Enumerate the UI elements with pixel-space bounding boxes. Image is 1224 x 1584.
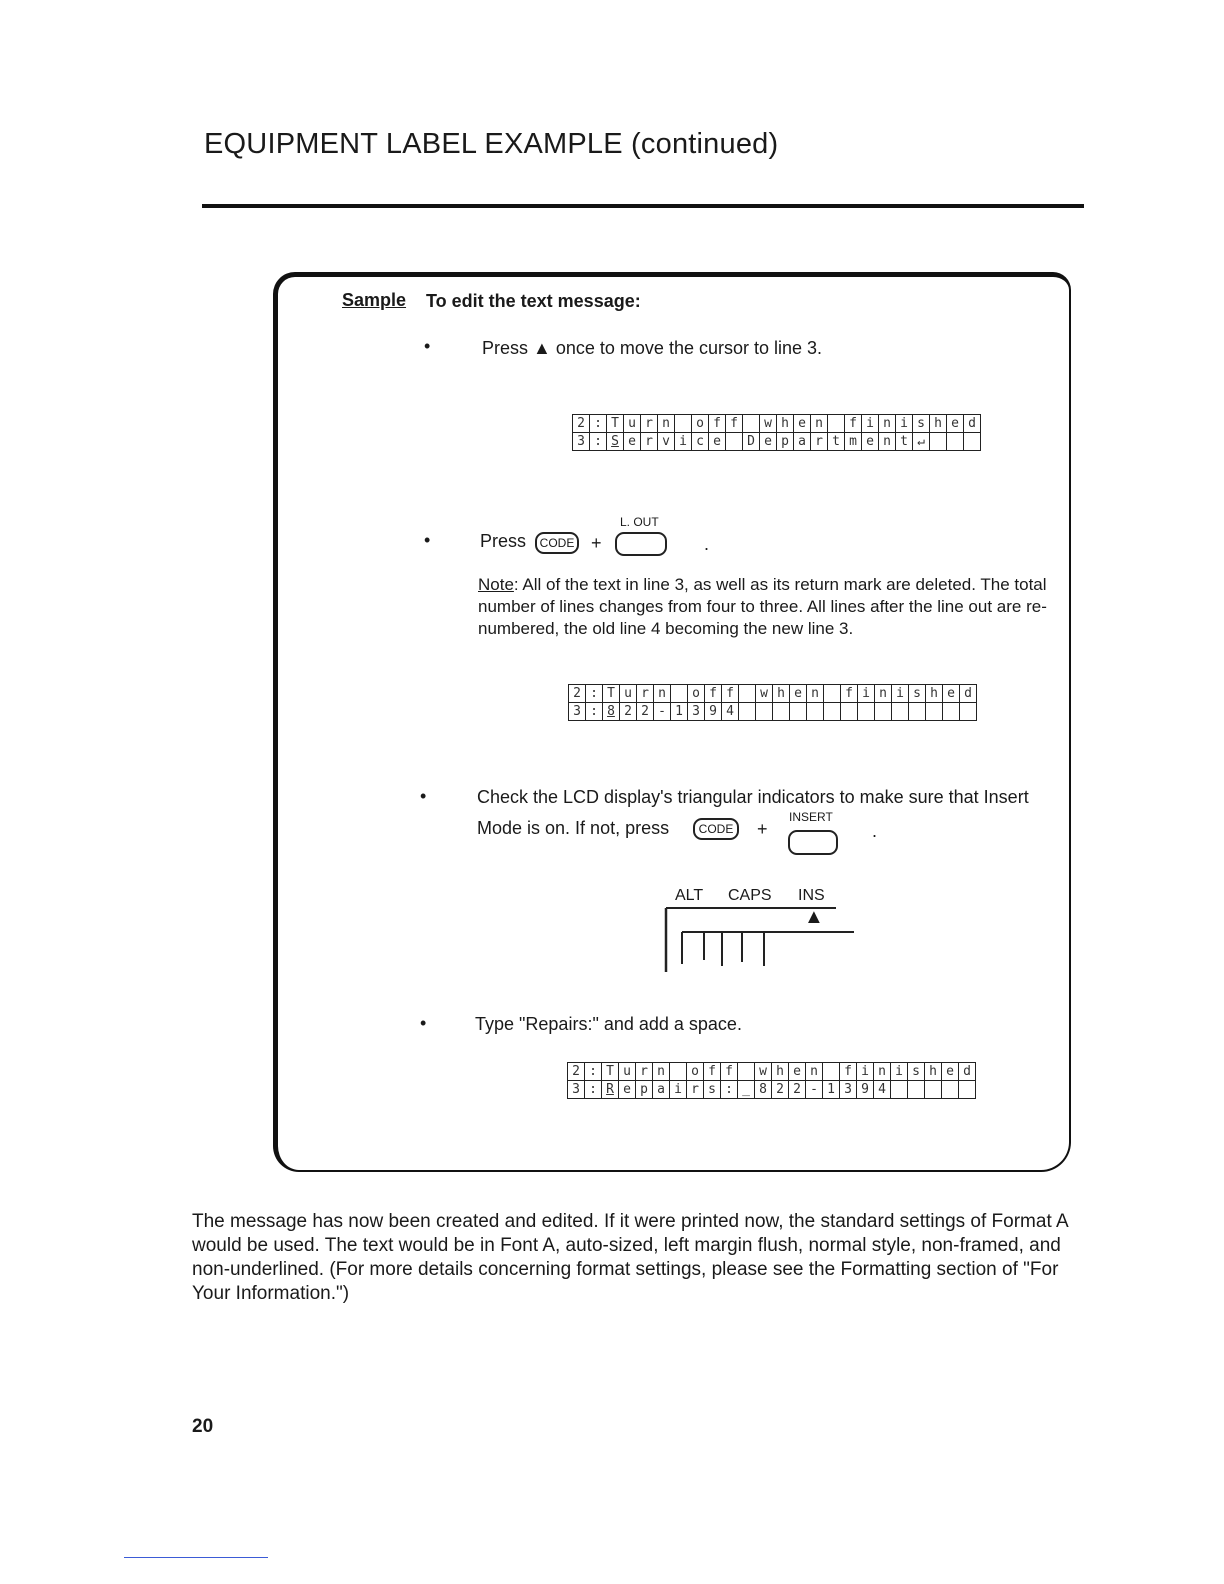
lcd-cell: : [585, 1063, 602, 1081]
lcd-cell: 3 [840, 1081, 857, 1099]
lcd-cell: h [926, 685, 943, 703]
lcd-cell: e [619, 1081, 636, 1099]
lcd-cell: 4 [874, 1081, 891, 1099]
bullet: • [420, 1013, 427, 1033]
lcd-cell: t [828, 433, 845, 451]
bullet: • [424, 336, 431, 356]
lcd-cell: d [964, 415, 981, 433]
lcd-cell [947, 433, 964, 451]
lcd-cell: n [807, 685, 824, 703]
lcd-cell: 9 [857, 1081, 874, 1099]
insert-key-label: INSERT [789, 810, 833, 824]
lcd-cell: T [602, 1063, 619, 1081]
lcd-cell: T [603, 685, 620, 703]
lcd-cell: : [585, 1081, 602, 1099]
lcd-cell: e [947, 415, 964, 433]
lcd-cell [909, 703, 926, 721]
lcd-cell: 3 [573, 433, 590, 451]
lcd-display-2 [568, 684, 977, 721]
ins-marker-icon: ▲ [804, 906, 824, 928]
lcd-cell: n [653, 1063, 670, 1081]
lcd-cell: c [692, 433, 709, 451]
plus-sign: + [757, 819, 768, 839]
lcd-cell [807, 703, 824, 721]
lcd-cell: i [892, 685, 909, 703]
page-number: 20 [192, 1416, 214, 1437]
lcd-cell: h [773, 685, 790, 703]
lcd-cell: r [636, 1063, 653, 1081]
lcd-cell: r [641, 433, 658, 451]
lcd-cell: n [875, 685, 892, 703]
period: . [704, 534, 710, 554]
lcd-cell: R [602, 1081, 619, 1099]
lcd-cell [925, 1081, 942, 1099]
lcd-cell: s [908, 1063, 925, 1081]
lcd-cell: h [925, 1063, 942, 1081]
insert-key-icon [788, 830, 838, 855]
lcd-cell [891, 1081, 908, 1099]
step1-before: Press [482, 338, 529, 358]
lcd-cell: S [607, 433, 624, 451]
lcd-cell: n [806, 1063, 823, 1081]
lcd-cell: i [891, 1063, 908, 1081]
lcd-cell [942, 1081, 959, 1099]
lcd-cell: o [687, 1063, 704, 1081]
lcd-cell: a [794, 433, 811, 451]
lcd-cell: v [658, 433, 675, 451]
lcd-display-1 [572, 414, 981, 451]
bullet: • [420, 786, 427, 806]
step1-after: once to move the cursor to line 3. [555, 338, 823, 358]
lcd-cell [756, 703, 773, 721]
lcd-cell: : [586, 685, 603, 703]
step3-line1: Check the LCD display's triangular indicators to make sure that Insert [477, 787, 1029, 807]
lcd-row [568, 1063, 976, 1081]
lcd-cell [964, 433, 981, 451]
lcd-row [573, 433, 981, 451]
lcd-cell [823, 1063, 840, 1081]
lcd-cell: w [760, 415, 777, 433]
lcd-cell [726, 433, 743, 451]
lcd-cell: T [607, 415, 624, 433]
lcd-cell [670, 1063, 687, 1081]
lcd-cell: 8 [755, 1081, 772, 1099]
lcd-cell [828, 415, 845, 433]
note-paragraph [478, 574, 1048, 640]
period: . [872, 821, 878, 841]
lcd-cell: n [879, 433, 896, 451]
title-rule [202, 204, 1084, 208]
lcd-cell [959, 1081, 976, 1099]
lcd-cell: i [675, 433, 692, 451]
lcd-cell: w [755, 1063, 772, 1081]
lcd-cell: p [636, 1081, 653, 1099]
step2-press: Press [480, 531, 527, 551]
lcd-cell: u [619, 1063, 636, 1081]
lcd-cell: i [670, 1081, 687, 1099]
lcd-cell: 2 [789, 1081, 806, 1099]
lcd-cell: h [772, 1063, 789, 1081]
sample-heading: To edit the text message: [426, 291, 641, 311]
lcd-row [569, 685, 977, 703]
lcd-cell: e [862, 433, 879, 451]
lcd-cell: i [857, 1063, 874, 1081]
lcd-cell: 9 [705, 703, 722, 721]
lcd-cell: 3 [688, 703, 705, 721]
code-key-icon: CODE [693, 818, 739, 840]
lcd-cell: 2 [568, 1063, 585, 1081]
lcd-cell: f [721, 1063, 738, 1081]
indicator-alt: ALT [675, 887, 704, 904]
lcd-cell: s [704, 1081, 721, 1099]
indicator-ins: INS [798, 887, 825, 904]
summary-paragraph: The message has now been created and edited. If it were printed now, the standard settings of Format A would be used. The text would be in Font A, auto-sized, left margin flush, normal style, non-framed, and non-underlined. (For more details concerning format settings, please see the Formatting section of "For Your Information.") [192, 1211, 1068, 1304]
lcd-cell [908, 1081, 925, 1099]
lcd-cell [841, 703, 858, 721]
lcd-cell: h [930, 415, 947, 433]
lcd-cell [943, 703, 960, 721]
lcd-cell: a [653, 1081, 670, 1099]
lcd-cell: p [777, 433, 794, 451]
lcd-cell: r [641, 415, 658, 433]
lcd-cell: ↵ [913, 433, 930, 451]
lcd-cell: o [688, 685, 705, 703]
lcd-cell: i [896, 415, 913, 433]
lcd-cell: h [777, 415, 794, 433]
lcd-cell [773, 703, 790, 721]
lcd-cell: s [909, 685, 926, 703]
lcd-cell: f [841, 685, 858, 703]
lcd-cell: u [620, 685, 637, 703]
lcd-display-3 [567, 1062, 976, 1099]
lcd-cell: _ [738, 1081, 755, 1099]
bullet: • [424, 530, 431, 550]
note-label: Note [478, 575, 514, 594]
lcd-cell: 2 [573, 415, 590, 433]
lcd-cell: r [811, 433, 828, 451]
lcd-cell [743, 415, 760, 433]
sample-frame [273, 272, 1071, 1172]
lcd-cell: o [692, 415, 709, 433]
lcd-indicator-diagram [660, 904, 860, 976]
lout-key-icon [615, 532, 667, 556]
up-arrow-icon: ▲ [533, 338, 551, 358]
lcd-cell: r [687, 1081, 704, 1099]
lcd-cell [930, 433, 947, 451]
lcd-cell: D [743, 433, 760, 451]
lcd-cell: e [789, 1063, 806, 1081]
lcd-cell [824, 685, 841, 703]
lcd-cell [858, 703, 875, 721]
lcd-cell: u [624, 415, 641, 433]
lcd-cell: : [721, 1081, 738, 1099]
lcd-cell: r [637, 685, 654, 703]
lout-key-label: L. OUT [620, 515, 659, 529]
lcd-cell: - [806, 1081, 823, 1099]
footer-rule [124, 1557, 268, 1558]
lcd-cell: f [840, 1063, 857, 1081]
lcd-cell: 3 [569, 703, 586, 721]
lcd-cell [960, 703, 977, 721]
step1-text [482, 337, 822, 359]
sample-label: Sample [342, 290, 407, 310]
lcd-cell: 2 [637, 703, 654, 721]
lcd-cell: f [722, 685, 739, 703]
lcd-cell: d [960, 685, 977, 703]
lcd-cell [738, 1063, 755, 1081]
lcd-cell: e [943, 685, 960, 703]
lcd-cell: t [896, 433, 913, 451]
plus-sign: + [591, 533, 602, 553]
lcd-cell: e [790, 685, 807, 703]
lcd-cell: m [845, 433, 862, 451]
lcd-cell [675, 415, 692, 433]
lcd-cell: f [845, 415, 862, 433]
lcd-cell: : [590, 433, 607, 451]
lcd-cell [671, 685, 688, 703]
lcd-row [573, 415, 981, 433]
lcd-cell: s [913, 415, 930, 433]
lcd-row [569, 703, 977, 721]
lcd-cell: f [704, 1063, 721, 1081]
lcd-cell: : [590, 415, 607, 433]
lcd-cell [926, 703, 943, 721]
lcd-cell: n [654, 685, 671, 703]
lcd-cell: f [705, 685, 722, 703]
lcd-cell: f [709, 415, 726, 433]
lcd-cell: e [794, 415, 811, 433]
lcd-cell: e [709, 433, 726, 451]
lcd-cell: d [959, 1063, 976, 1081]
lcd-cell: 2 [620, 703, 637, 721]
lcd-cell: e [760, 433, 777, 451]
note-text: : All of the text in line 3, as well as its return mark are deleted. The total number of lines changes from four to three. All lines after the line out are re-numbered, the old line 4 becoming the new line 3. [478, 575, 1047, 638]
lcd-cell: 2 [772, 1081, 789, 1099]
lcd-cell: 1 [671, 703, 688, 721]
page-title: EQUIPMENT LABEL EXAMPLE (continued) [204, 128, 779, 160]
lcd-cell: n [658, 415, 675, 433]
lcd-cell [739, 703, 756, 721]
lcd-row [568, 1081, 976, 1099]
lcd-cell: : [586, 703, 603, 721]
lcd-cell: 2 [569, 685, 586, 703]
lcd-cell: n [874, 1063, 891, 1081]
lcd-cell: e [624, 433, 641, 451]
lcd-cell: 1 [823, 1081, 840, 1099]
lcd-cell: i [862, 415, 879, 433]
code-key-icon: CODE [535, 532, 579, 554]
lcd-cell [739, 685, 756, 703]
lcd-cell [875, 703, 892, 721]
lcd-cell: n [879, 415, 896, 433]
lcd-cell: n [811, 415, 828, 433]
step3-line2: Mode is on. If not, press [477, 818, 670, 838]
indicator-caps: CAPS [728, 887, 772, 904]
lcd-cell: w [756, 685, 773, 703]
step4-text: Type "Repairs:" and add a space. [475, 1014, 742, 1034]
lcd-cell [892, 703, 909, 721]
lcd-cell: e [942, 1063, 959, 1081]
lcd-cell: i [858, 685, 875, 703]
lcd-cell: 4 [722, 703, 739, 721]
lcd-cell [790, 703, 807, 721]
lcd-cell: 3 [568, 1081, 585, 1099]
lcd-cell [824, 703, 841, 721]
lcd-cell: f [726, 415, 743, 433]
lcd-cell: 8 [603, 703, 620, 721]
lcd-cell: - [654, 703, 671, 721]
